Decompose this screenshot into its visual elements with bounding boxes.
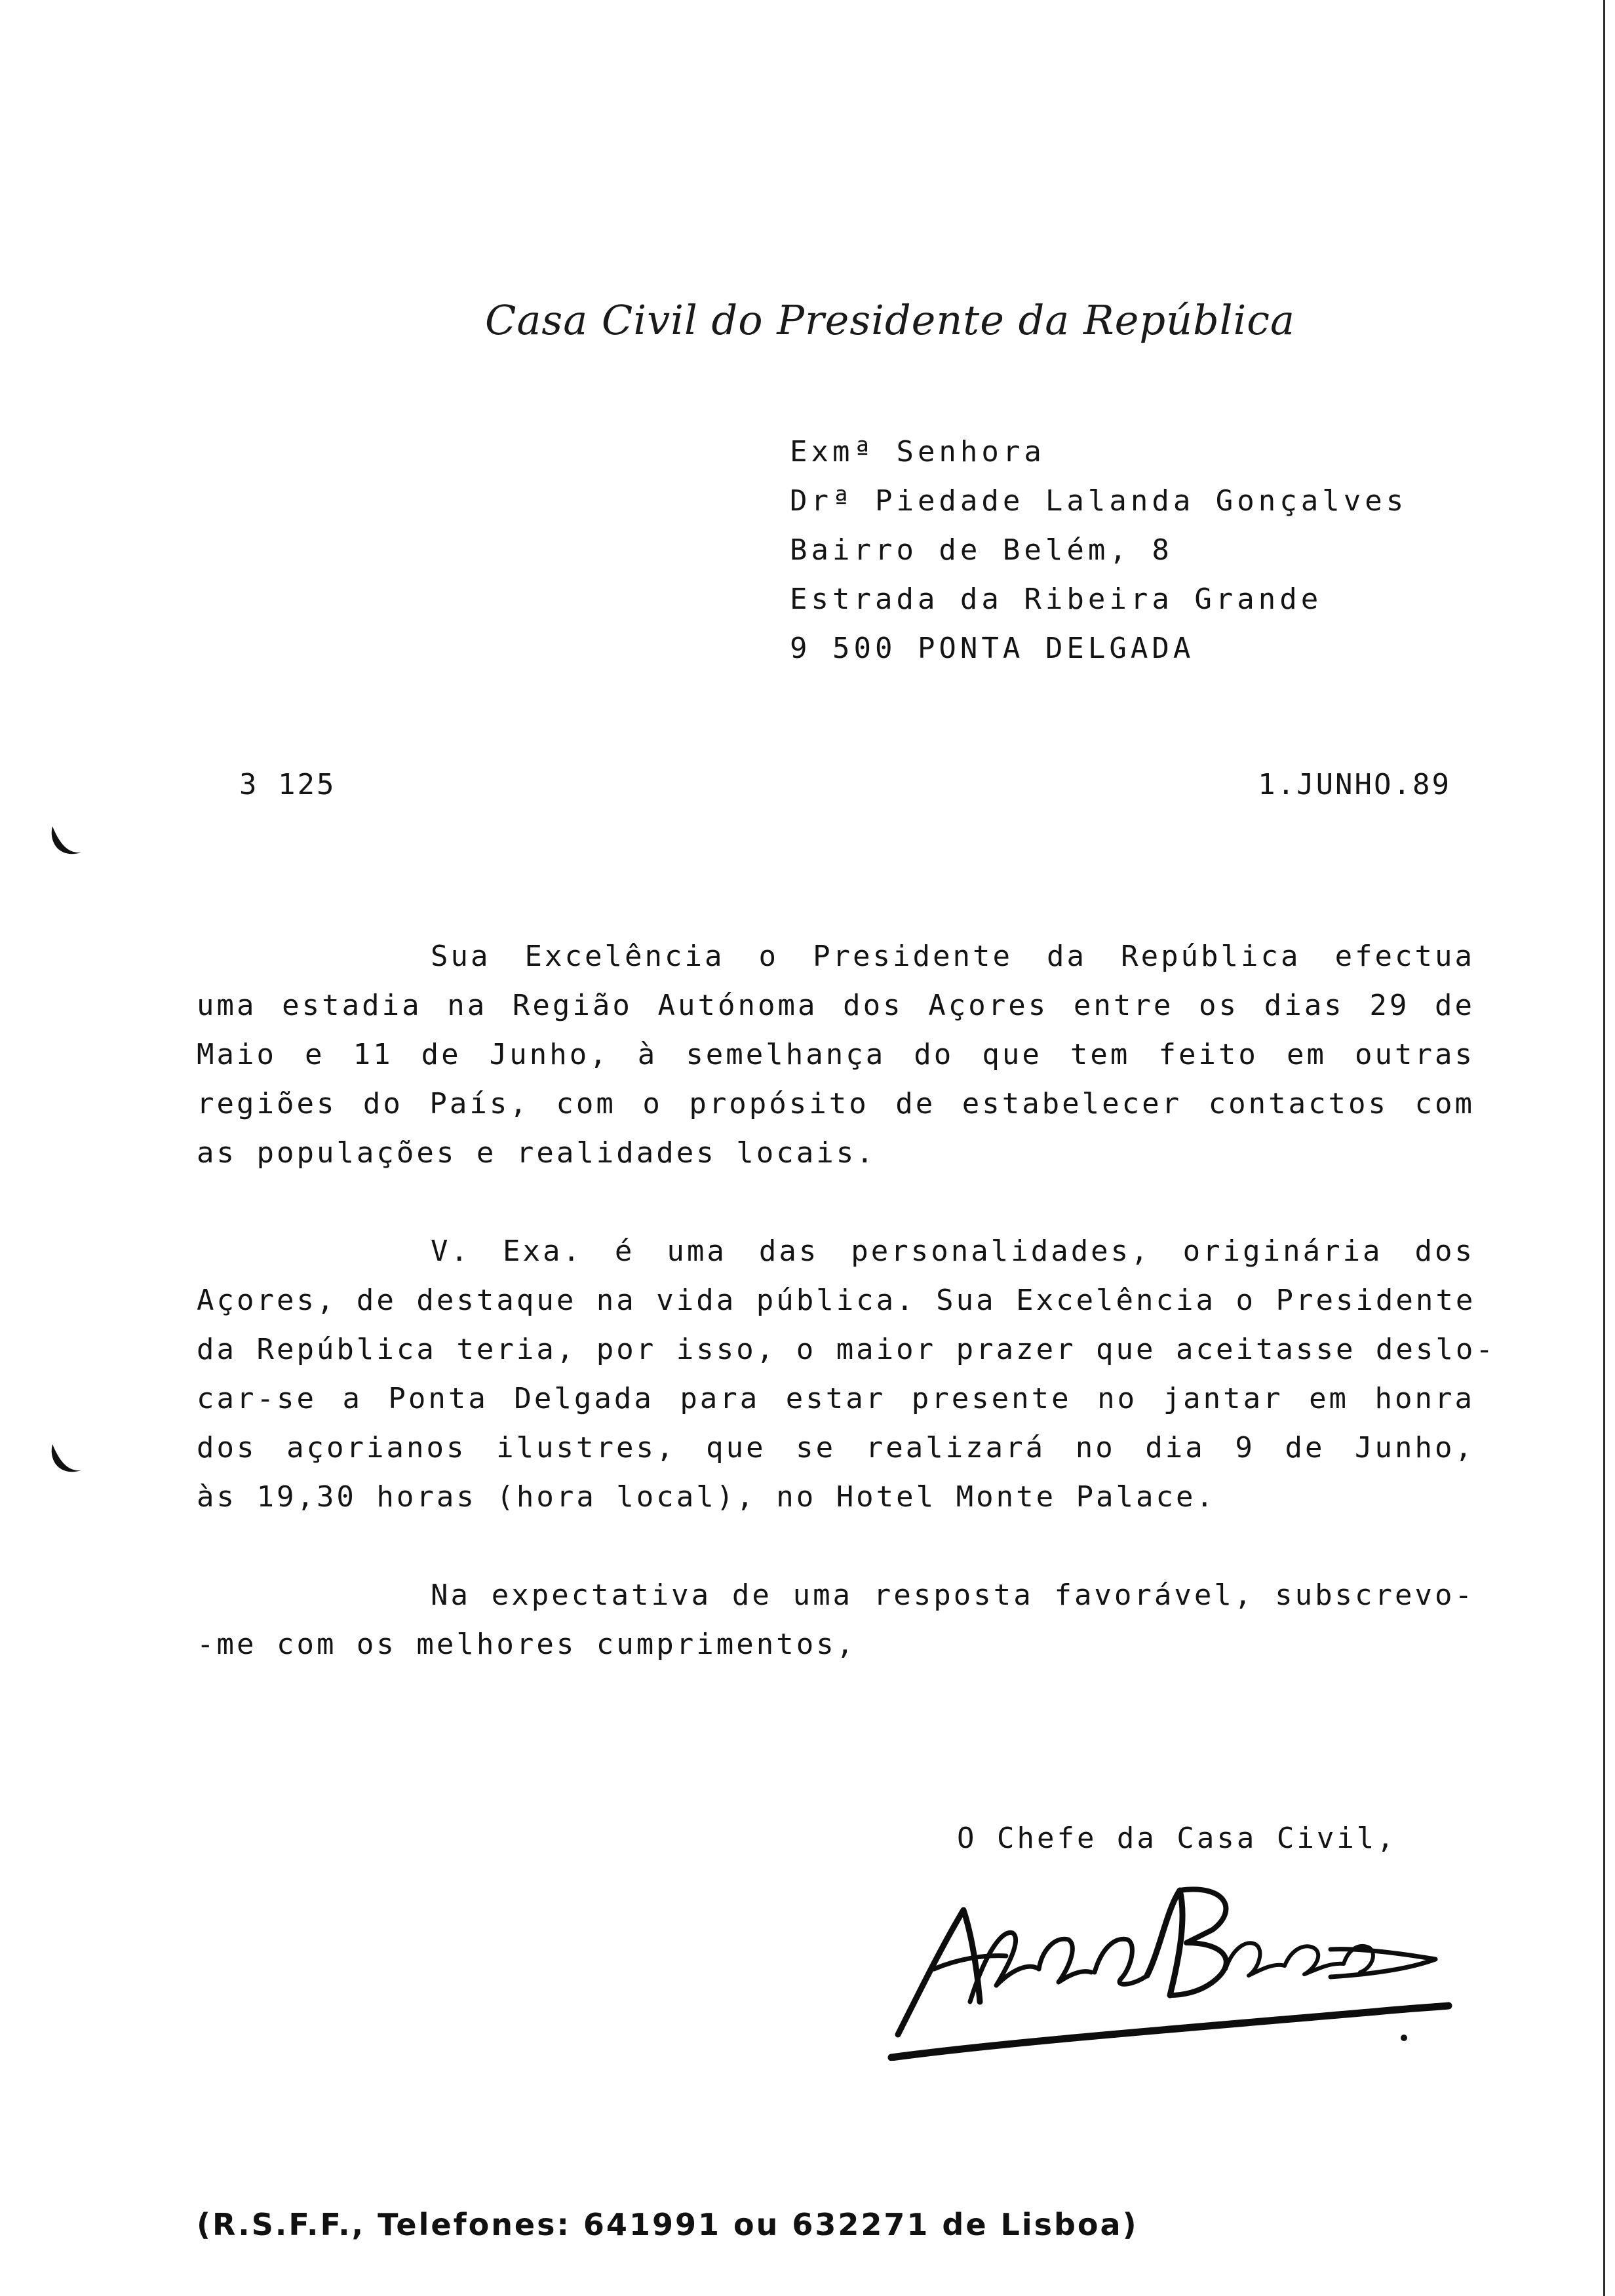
body-line: Na expectativa de uma resposta favorável, subscrevo-	[431, 1578, 1475, 1612]
punch-hole-icon	[47, 822, 88, 863]
body-line: Açores, de destaque na vida pública. Sua Excelência o Presidente	[197, 1284, 1476, 1317]
body-line: V. Exa. é uma das personalidades, originária dos	[431, 1234, 1475, 1268]
footer-note: (R.S.F.F., Telefones: 641991 ou 632271 de Lisboa)	[197, 2207, 1138, 2242]
recipient-address	[790, 427, 1530, 673]
reference-number: 3 125	[239, 768, 336, 801]
paragraph	[197, 1571, 1475, 1669]
letter-body	[197, 932, 1496, 1718]
body-line: as populações e realidades locais.	[197, 1136, 876, 1170]
body-line: regiões do País, com o propósito de estabelecer contactos com	[197, 1087, 1475, 1120]
address-line: Exmª Senhora	[790, 435, 1045, 469]
address-line: Estrada da Ribeira Grande	[790, 583, 1323, 616]
body-line: da República teria, por isso, o maior prazer que aceitasse deslo-	[197, 1333, 1496, 1366]
paragraph	[197, 1227, 1496, 1521]
body-line: às 19,30 horas (hora local), no Hotel Monte Palace.	[197, 1480, 1216, 1514]
punch-hole-icon	[47, 1440, 88, 1481]
closing-title: O Chefe da Casa Civil,	[957, 1822, 1397, 1855]
page-edge-line	[1603, 0, 1605, 2296]
letter-date: 1.JUNHO.89	[1258, 768, 1451, 801]
address-line: Bairro de Belém, 8	[790, 533, 1173, 567]
paragraph	[197, 932, 1475, 1177]
signature-icon	[872, 1871, 1462, 2061]
body-line: dos açorianos ilustres, que se realizará no dia 9 de Junho,	[197, 1431, 1475, 1464]
address-line: 9 500 PONTA DELGADA	[790, 632, 1195, 665]
body-line: car-se a Ponta Delgada para estar presente no jantar em honra	[197, 1382, 1475, 1415]
body-line: Maio e 11 de Junho, à semelhança do que tem feito em outras	[197, 1038, 1475, 1071]
address-line: Drª Piedade Lalanda Gonçalves	[790, 484, 1408, 518]
body-line: uma estadia na Região Autónoma dos Açores entre os dias 29 de	[197, 989, 1475, 1022]
body-line: -me com os melhores cumprimentos,	[197, 1628, 857, 1661]
letterhead: Casa Civil do Presidente da República	[485, 296, 1295, 344]
body-line: Sua Excelência o Presidente da República efectua	[431, 940, 1475, 973]
